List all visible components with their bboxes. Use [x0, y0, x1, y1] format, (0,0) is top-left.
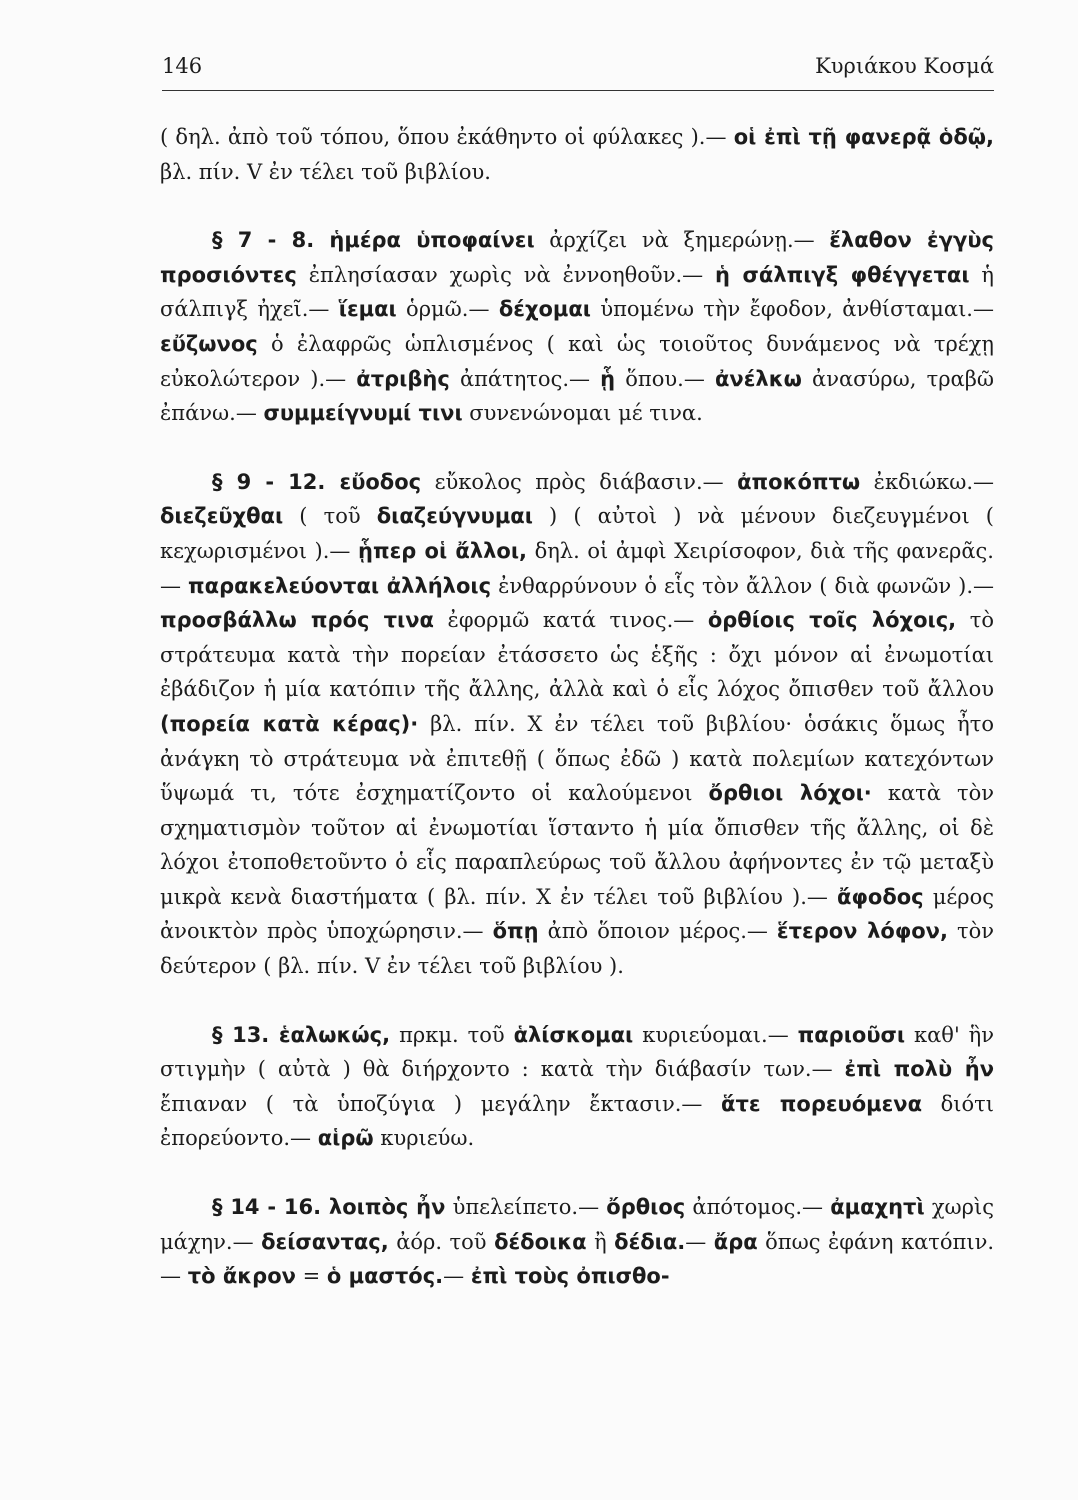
gloss-text: τὸ στράτευμα κατὰ τὴν πορείαν ἐτάσσετο ὡς ἑξῆς : ὄχι μόνον αἱ ἐνωμοτίαι ἐβάδιζον ἡ μία κατόπιν τῆς ἄλλης, ἀλλὰ καὶ ὁ εἷς λόχος ὄπισθεν τοῦ ἄλλου: [160, 608, 994, 702]
lemma: προσβάλλω πρός τινα: [160, 608, 434, 633]
lemma: τὸ ἄκρον: [187, 1264, 296, 1289]
paragraph-p2: [160, 223, 994, 431]
gloss-text: ἀπότομος.—: [685, 1195, 831, 1220]
lemma: ᾗ: [600, 366, 616, 391]
lemma: ἡ σάλπιγξ φθέγγεται: [715, 262, 970, 287]
running-title: Κυριάκου Κοσμά: [815, 54, 994, 78]
gloss-text: βλ. πίν. V ἐν τέλει τοῦ βιβλίου.: [160, 159, 491, 184]
gloss-text: ἀνασύρω, τραβῶ ἐπάνω.—: [160, 366, 994, 426]
lemma: ἄφοδος: [837, 884, 924, 909]
lemma: δέδοικα: [494, 1229, 587, 1254]
lemma: (πορεία κατὰ κέρας)·: [160, 711, 419, 736]
gloss-text: ) ( αὐτοὶ ) νὰ μένουν διεζευγμένοι ( κεχωρισμένοι ).—: [160, 504, 994, 563]
page-header: [162, 50, 994, 91]
gloss-text: ἔπιαναν ( τὰ ὑποζύγια ) μεγάλην ἔκτασιν.—: [160, 1091, 722, 1116]
lemma: ἀτριβὴς: [356, 366, 450, 391]
lemma: δέδια.: [614, 1229, 686, 1254]
gloss-text: πρκμ. τοῦ: [390, 1022, 514, 1047]
lemma: ἀμαχητὶ: [830, 1195, 925, 1220]
gloss-text: =: [295, 1264, 327, 1289]
lemma: ὅπῃ: [492, 919, 539, 944]
lemma: διαζεύγνυμαι: [376, 504, 533, 529]
lemma: οἱ ἐπὶ τῇ φανερᾷ ὁδῷ,: [733, 125, 994, 149]
gloss-text: κυριεύω.: [373, 1126, 475, 1151]
gloss-text: τὸν δεύτερον ( βλ. πίν. V ἐν τέλει τοῦ βιβλίου ).: [160, 919, 995, 979]
gloss-text: δηλ. οἱ ἀμφὶ Χειρίσοφον, διὰ τῆς φανερᾶς.—: [160, 538, 994, 598]
lemma: ἀνέλκω: [714, 366, 802, 391]
gloss-text: ἢ: [586, 1229, 615, 1254]
lemma: ἔλαθον ἐγγὺς προσιόντες: [160, 228, 994, 287]
paragraph-p4: [160, 1018, 994, 1156]
gloss-text: ὁρμῶ.—: [396, 297, 499, 322]
lemma: ὁ μαστός.: [326, 1264, 444, 1289]
lemma: διεζεῦχθαι: [160, 504, 284, 529]
gloss-text: ἡ σάλπιγξ ἠχεῖ.—: [160, 262, 994, 322]
lemma: δέχομαι: [498, 297, 591, 322]
lemma: παρακελεύονται ἀλλήλοις: [188, 573, 492, 598]
gloss-text: ὁ ἐλαφρῶς ὡπλισμένος ( καὶ ὡς τοιοῦτος δυνάμενος νὰ τρέχῃ εὐκολώτερον ).—: [160, 331, 994, 391]
lemma: ἵεμαι: [338, 297, 397, 322]
gloss-text: ( δηλ. ἀπὸ τοῦ τόπου, ὅπου ἐκάθηντο οἱ φύλακες ).—: [160, 125, 734, 149]
gloss-text: ἀπὸ ὅποιον μέρος.—: [538, 919, 777, 944]
gloss-text: ὅπως ἐφάνη κατόπιν.—: [160, 1229, 995, 1289]
gloss-text: εὔκολος πρὸς διάβασιν.—: [421, 469, 738, 494]
gloss-text: ἐνθαρρύνουν ὁ εἷς τὸν ἄλλον ( διὰ φωνῶν ).—: [491, 573, 995, 598]
gloss-text: κυριεύομαι.—: [633, 1022, 798, 1047]
lemma: ἁλίσκομαι: [513, 1022, 634, 1047]
lemma: εὔζωνος: [160, 331, 258, 356]
gloss-text: συνενώνομαι μέ τινα.: [462, 401, 703, 426]
paragraph-p5: [160, 1190, 994, 1294]
lemma: ᾗπερ οἱ ἄλλοι,: [358, 538, 527, 563]
lemma: ὀρθίοις τοῖς λόχοις,: [707, 608, 957, 633]
lemma: ὄρθιοι λόχοι·: [708, 781, 872, 806]
lemma: ὄρθιος: [606, 1195, 686, 1220]
lemma: αἱρῶ: [317, 1126, 374, 1151]
lemma: ἐπὶ πολὺ ἦν: [844, 1057, 994, 1082]
lemma: ἕτερον λόφον,: [776, 919, 948, 944]
gloss-text: ἀπάτητος.—: [449, 366, 601, 391]
gloss-text: ἐφορμῶ κατά τινος.—: [433, 608, 708, 633]
gloss-text: —: [685, 1229, 714, 1254]
lemma: ἅτε πορευόμενα: [721, 1091, 923, 1116]
gloss-text: μέρος ἀνοικτὸν πρὸς ὑποχώρησιν.—: [160, 884, 995, 944]
page-number: 146: [162, 54, 203, 78]
gloss-text: ἐπλησίασαν χωρὶς νὰ ἐννοηθοῦν.—: [296, 262, 716, 287]
lemma: συμμείγνυμί τινι: [263, 401, 463, 426]
lemma: παριοῦσι: [797, 1022, 906, 1047]
lemma: ἀποκόπτω: [737, 469, 861, 494]
gloss-text: καθ' ἣν στιγμὴν ( αὐτὰ ) θὰ διήρχοντο : κατὰ τὴν διάβασίν των.—: [160, 1022, 995, 1082]
lemma: ἐπὶ τοὺς ὀπισθο-: [470, 1264, 670, 1289]
lemma: § 7 - 8. ἡμέρα ὑποφαίνει: [212, 228, 535, 253]
gloss-text: ἐκδιώκω.—: [860, 469, 994, 494]
gloss-text: ἀόρ. τοῦ: [388, 1229, 495, 1254]
gloss-text: ἀρχίζει νὰ ξημερώνῃ.—: [534, 228, 830, 253]
commentary-text: [160, 120, 994, 1294]
gloss-text: βλ. πίν. X ἐν τέλει τοῦ βιβλίου· ὁσάκις ὅμως ἦτο ἀνάγκη τὸ στράτευμα νὰ ἐπιτεθῇ ( ὅπως ἐδῶ ) κατὰ πολεμίων κατεχόντων ὕψωμά τι, τότε ἐσχηματίζοντο οἱ καλούμενοι: [160, 711, 994, 806]
paragraph-p3: [160, 465, 994, 984]
gloss-text: ( τοῦ: [283, 504, 377, 529]
gloss-text: —: [443, 1264, 471, 1289]
lemma: § 14 - 16. λοιπὸς ἦν: [212, 1195, 446, 1220]
lemma: δείσαντας,: [261, 1229, 389, 1254]
lemma: ἄρα: [713, 1229, 758, 1254]
gloss-text: χωρὶς μάχην.—: [160, 1195, 995, 1254]
paragraph-p1: [160, 120, 994, 189]
gloss-text: ὑπελείπετο.—: [445, 1195, 607, 1220]
lemma: § 9 - 12. εὔοδος: [212, 469, 422, 494]
gloss-text: ὅπου.—: [615, 366, 715, 391]
gloss-text: ὑπομένω τὴν ἔφοδον, ἀνθίσταμαι.—: [590, 297, 994, 322]
lemma: § 13. ἑαλωκώς,: [212, 1022, 391, 1047]
gloss-text: κατὰ τὸν σχηματισμὸν τοῦτον αἱ ἐνωμοτίαι ἵσταντο ἡ μία ὄπισθεν τῆς ἄλλης, οἱ δὲ λόχοι ἐτοποθετοῦντο ὁ εἷς παραπλεύρως τοῦ ἄλλου ἀφήνοντες ἐν τῷ μεταξὺ μικρὰ κενὰ διαστήματα ( βλ. πίν. X ἐν τέλει τοῦ βιβλίου ).—: [160, 781, 995, 909]
gloss-text: διότι ἐπορεύοντο.—: [160, 1091, 995, 1151]
